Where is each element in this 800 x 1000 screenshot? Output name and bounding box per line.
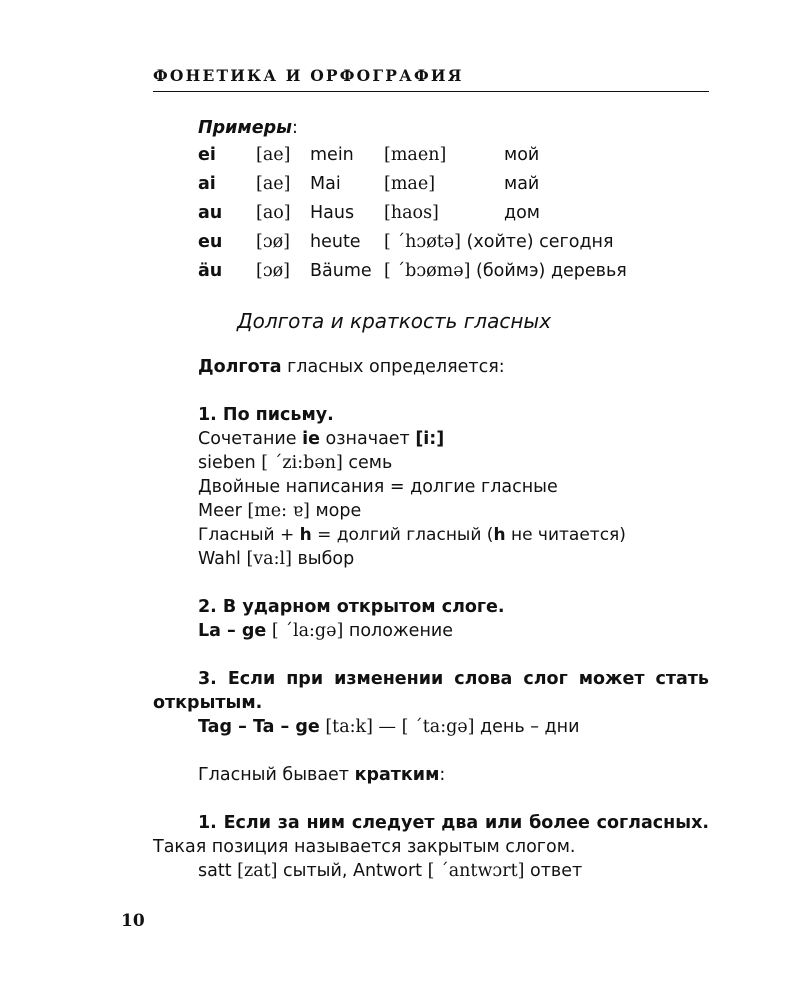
examples-heading: Примеры: <box>198 118 298 138</box>
rule-line: satt [zat] сытый, Antwort [ ´antwɔrt] ответ <box>198 861 583 881</box>
rule-line: Гласный + h = долгий гласный (h не читается) <box>198 525 626 545</box>
rule-line: Сочетание ie означает [i:] <box>198 429 445 449</box>
example-row: eu [ɔø] heute [ ´hɔøtə] (хойте) сегодня <box>198 231 614 252</box>
example-row: äu [ɔø] Bäume [ ´bɔømə] (боймэ) деревья <box>198 260 627 281</box>
rule-line: La – ge [ ´la:gə] положение <box>198 621 454 641</box>
rule-line: Meer [me: ɐ] море <box>198 501 362 521</box>
rule-1-block <box>153 403 709 571</box>
page-number: 10 <box>121 911 145 931</box>
section-subtitle: Долгота и краткость гласных <box>237 309 552 333</box>
examples-table <box>153 140 709 285</box>
long-intro: Долгота гласных определяется: <box>198 357 505 377</box>
rule-line: Wahl [va:l] выбор <box>198 549 355 569</box>
rule-paragraph: 1. Если за ним следует два или более согласных. Такая позиция называется закрытым слогом. <box>153 813 709 857</box>
rule-3-block <box>153 667 709 739</box>
example-row: au [ao] Haus [haos] дом <box>198 202 541 223</box>
example-row: ei [ae] mein [maen] мой <box>198 144 540 165</box>
rule-2-block <box>153 595 709 643</box>
rule-heading: 2. В ударном открытом слоге. <box>198 597 505 617</box>
rule-heading: 3. Если при изменении слова слог может стать открытым. <box>153 669 709 713</box>
rule-line: Tag – Ta – ge [ta:k] — [ ´ta:gə] день – дни <box>198 717 580 737</box>
example-row: ai [ae] Mai [mae] май <box>198 173 540 194</box>
running-header: ФОНЕТИКА И ОРФОГРАФИЯ <box>153 66 709 92</box>
page-body <box>153 116 709 883</box>
rule-line: Двойные написания = долгие гласные <box>198 477 558 497</box>
rule-heading: 1. Если за ним следует два или более согласных. <box>198 813 709 833</box>
short-intro: Гласный бывает кратким: <box>198 765 446 785</box>
short-rule-1-block <box>153 811 709 883</box>
examples-label: Примеры <box>198 118 292 138</box>
rule-heading: 1. По письму. <box>198 405 334 425</box>
rule-line: sieben [ ´zi:bən] семь <box>198 453 393 473</box>
